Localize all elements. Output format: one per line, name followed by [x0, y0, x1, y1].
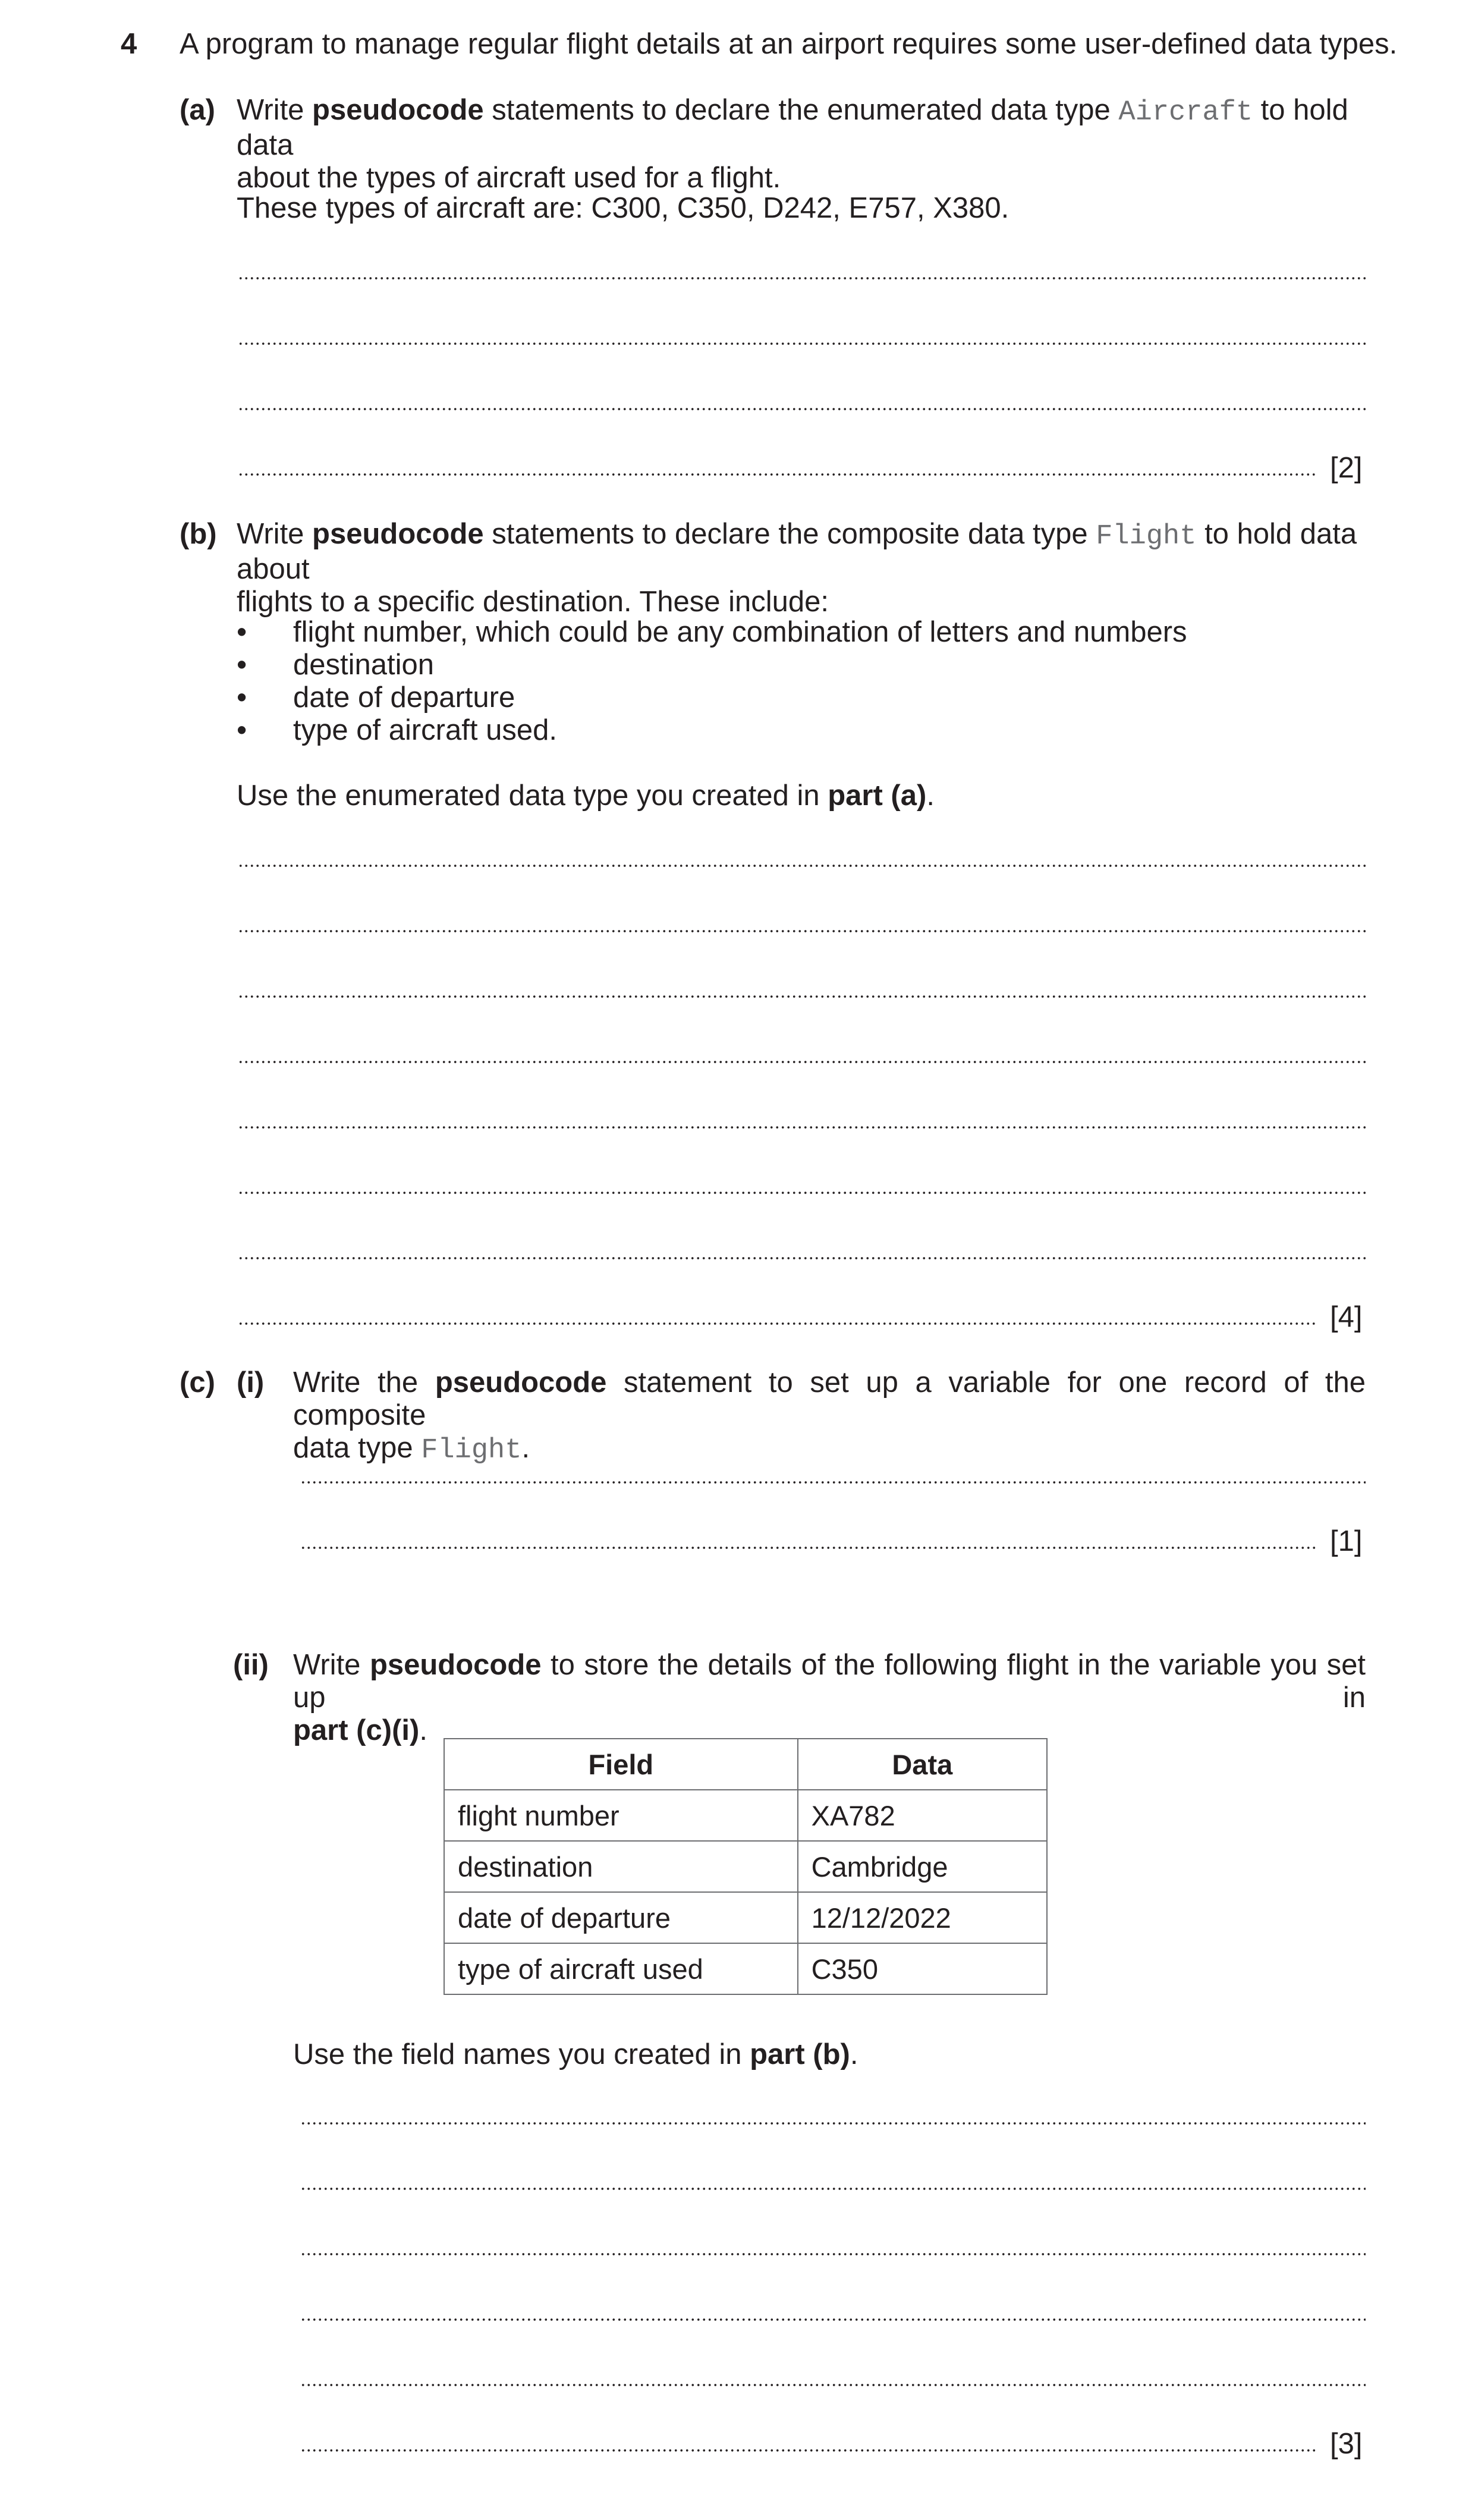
- answer-line[interactable]: [238, 1322, 1318, 1325]
- part-a-text-pre: Write pseudocode statements to declare the enumerated data type Aircraft to hold data: [237, 94, 1348, 161]
- table-header-row: [444, 1739, 1047, 1790]
- part-c-label: (c): [180, 1366, 215, 1399]
- answer-line[interactable]: [300, 2449, 1318, 2452]
- aircraft-type-code: Aircraft: [1118, 97, 1253, 128]
- answer-line[interactable]: [300, 1481, 1366, 1484]
- list-item: • flight number, which could be any combination of letters and numbers: [237, 616, 1187, 648]
- part-c-ii-instruction-line2: part (c)(i).: [293, 1714, 427, 1746]
- bullet-icon: •: [237, 616, 247, 648]
- part-c-i-marks: [1]: [1330, 1525, 1363, 1557]
- part-a-label: (a): [180, 94, 215, 126]
- table-row: [444, 1841, 1047, 1892]
- answer-line[interactable]: [300, 2252, 1366, 2256]
- list-item: • date of departure: [237, 681, 515, 714]
- table-cell-data: Cambridge: [798, 1841, 1047, 1892]
- part-b-instruction-line1: Write pseudocode statements to declare the composite data type Flight to hold data about: [237, 518, 1357, 585]
- part-b-use-note: Use the enumerated data type you created in part (a).: [237, 780, 935, 812]
- part-a-instruction: [237, 94, 1366, 194]
- part-c-i-label: (i): [237, 1366, 265, 1399]
- table-row: [444, 1892, 1047, 1943]
- table-cell-field: date of departure: [444, 1892, 798, 1943]
- table-row: [444, 1943, 1047, 1994]
- flight-type-code: Flight: [1096, 521, 1197, 552]
- question-intro: A program to manage regular flight details at an airport requires some user-defined data types.: [180, 28, 1398, 60]
- part-c-i-instruction: [293, 1366, 1366, 1467]
- answer-line[interactable]: [300, 2122, 1366, 2125]
- part-b-label: (b): [180, 518, 217, 550]
- part-c-ii-marks: [3]: [1330, 2428, 1363, 2460]
- answer-line[interactable]: [238, 1191, 1366, 1195]
- flight-type-code: Flight: [421, 1435, 522, 1466]
- table-cell-data: C350: [798, 1943, 1047, 1994]
- answer-line[interactable]: [238, 1126, 1366, 1129]
- list-item: • destination: [237, 649, 435, 681]
- flight-details-table: [444, 1738, 1048, 1995]
- answer-line[interactable]: [300, 2318, 1366, 2321]
- table-cell-data: 12/12/2022: [798, 1892, 1047, 1943]
- part-b-instruction-line2: flights to a specific destination. These include:: [237, 586, 829, 618]
- part-c-ii-instruction: [293, 1649, 1366, 1747]
- table-cell-field: destination: [444, 1841, 798, 1892]
- answer-line[interactable]: [238, 929, 1366, 933]
- part-a-marks: [2]: [1330, 452, 1363, 484]
- bullet-icon: •: [237, 649, 247, 681]
- list-item: • type of aircraft used.: [237, 714, 557, 746]
- answer-line[interactable]: [238, 864, 1366, 868]
- answer-line[interactable]: [300, 2383, 1366, 2387]
- part-a-aircraft-types: These types of aircraft are: C300, C350, D242, E757, X380.: [237, 192, 1009, 224]
- part-b-marks: [4]: [1330, 1301, 1363, 1333]
- table-cell-data: XA782: [798, 1790, 1047, 1841]
- column-header-data: Data: [798, 1739, 1047, 1790]
- part-c-i-instruction-line2: data type Flight.: [293, 1432, 530, 1466]
- question-number: 4: [121, 28, 137, 60]
- answer-line[interactable]: [238, 1256, 1366, 1260]
- part-c-i-instruction-line1: Write the pseudocode statement to set up a variable for one record of the composite: [293, 1366, 1366, 1431]
- bullet-icon: •: [237, 681, 247, 714]
- answer-line[interactable]: [238, 1060, 1366, 1064]
- answer-line[interactable]: [238, 995, 1366, 998]
- part-c-ii-use-note: Use the field names you created in part (b).: [293, 2038, 858, 2070]
- table-cell-field: type of aircraft used: [444, 1943, 798, 1994]
- part-b-field-list: [237, 616, 1187, 747]
- table-cell-field: flight number: [444, 1790, 798, 1841]
- part-c-ii-label: (ii): [233, 1649, 269, 1681]
- part-c-ii-instruction-line1: Write pseudocode to store the details of the following flight in the variable you set up in: [293, 1649, 1366, 1714]
- answer-line[interactable]: [300, 2187, 1366, 2191]
- answer-line[interactable]: [300, 1546, 1318, 1550]
- column-header-field: Field: [444, 1739, 798, 1790]
- part-a-instruction-line2: about the types of aircraft used for a flight.: [237, 162, 781, 194]
- part-a-instruction-line1: [237, 94, 1366, 162]
- answer-line[interactable]: [238, 407, 1366, 411]
- table-row: [444, 1790, 1047, 1841]
- answer-line[interactable]: [238, 473, 1318, 476]
- answer-line[interactable]: [238, 342, 1366, 345]
- answer-line[interactable]: [238, 276, 1366, 280]
- bullet-icon: •: [237, 714, 247, 746]
- part-b-instruction: [237, 518, 1366, 618]
